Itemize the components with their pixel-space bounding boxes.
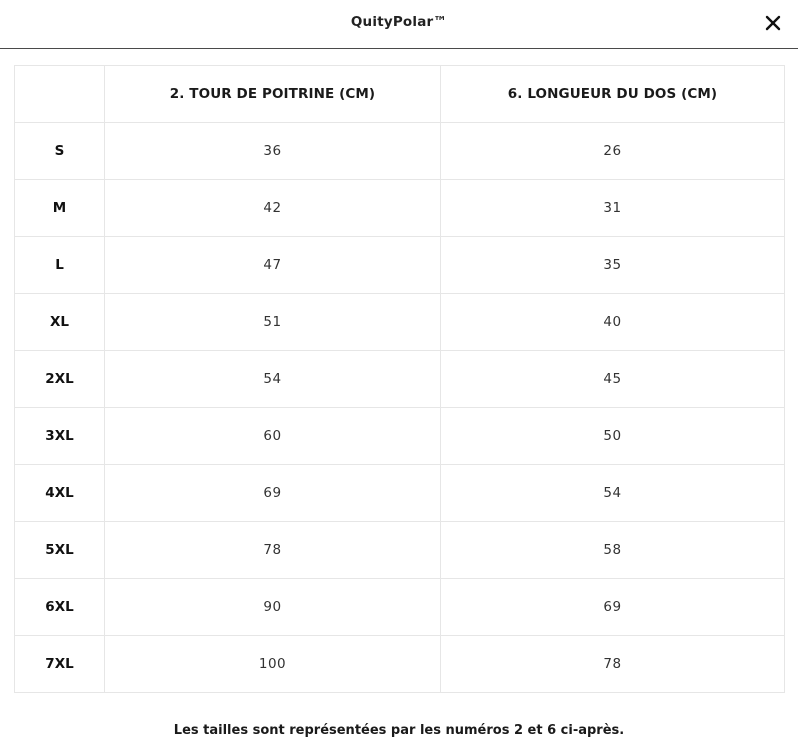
back-length-value-cell: 69 bbox=[441, 579, 785, 636]
back-length-value-cell: 35 bbox=[441, 237, 785, 294]
size-label-cell: 4XL bbox=[15, 465, 105, 522]
chest-value-cell: 60 bbox=[105, 408, 441, 465]
table-row bbox=[15, 465, 785, 522]
table-row bbox=[15, 636, 785, 693]
chest-value-cell: 90 bbox=[105, 579, 441, 636]
table-row bbox=[15, 408, 785, 465]
size-label-cell: 6XL bbox=[15, 579, 105, 636]
size-label-cell: M bbox=[15, 180, 105, 237]
table-header-row bbox=[15, 66, 785, 123]
chest-value-cell: 42 bbox=[105, 180, 441, 237]
chest-value-cell: 47 bbox=[105, 237, 441, 294]
size-label-cell: 2XL bbox=[15, 351, 105, 408]
back-length-value-cell: 45 bbox=[441, 351, 785, 408]
table-row bbox=[15, 522, 785, 579]
close-icon[interactable] bbox=[764, 14, 782, 32]
chest-value-cell: 54 bbox=[105, 351, 441, 408]
chest-value-cell: 69 bbox=[105, 465, 441, 522]
back-length-value-cell: 40 bbox=[441, 294, 785, 351]
modal-title: QuityPolar™ bbox=[350, 14, 448, 30]
size-label-cell: 5XL bbox=[15, 522, 105, 579]
back-length-value-cell: 26 bbox=[441, 123, 785, 180]
back-length-value-cell: 78 bbox=[441, 636, 785, 693]
table-corner-cell bbox=[15, 66, 105, 123]
back-length-value-cell: 58 bbox=[441, 522, 785, 579]
column-header-back-length: 6. LONGUEUR DU DOS (CM) bbox=[441, 66, 785, 123]
back-length-value-cell: 50 bbox=[441, 408, 785, 465]
back-length-value-cell: 31 bbox=[441, 180, 785, 237]
size-label-cell: S bbox=[15, 123, 105, 180]
chest-value-cell: 100 bbox=[105, 636, 441, 693]
table-row bbox=[15, 351, 785, 408]
chest-value-cell: 36 bbox=[105, 123, 441, 180]
size-label-cell: 3XL bbox=[15, 408, 105, 465]
modal-header bbox=[0, 0, 798, 49]
table-row bbox=[15, 579, 785, 636]
chest-value-cell: 78 bbox=[105, 522, 441, 579]
column-header-chest: 2. TOUR DE POITRINE (CM) bbox=[105, 66, 441, 123]
size-label-cell: XL bbox=[15, 294, 105, 351]
table-row bbox=[15, 294, 785, 351]
size-label-cell: L bbox=[15, 237, 105, 294]
size-footnote: Les tailles sont représentées par les numéros 2 et 6 ci-après. bbox=[173, 723, 625, 738]
chest-value-cell: 51 bbox=[105, 294, 441, 351]
table-row bbox=[15, 123, 785, 180]
back-length-value-cell: 54 bbox=[441, 465, 785, 522]
close-button[interactable] bbox=[764, 14, 782, 32]
size-label-cell: 7XL bbox=[15, 636, 105, 693]
table-row bbox=[15, 237, 785, 294]
table-row bbox=[15, 180, 785, 237]
size-chart-table bbox=[14, 65, 785, 693]
